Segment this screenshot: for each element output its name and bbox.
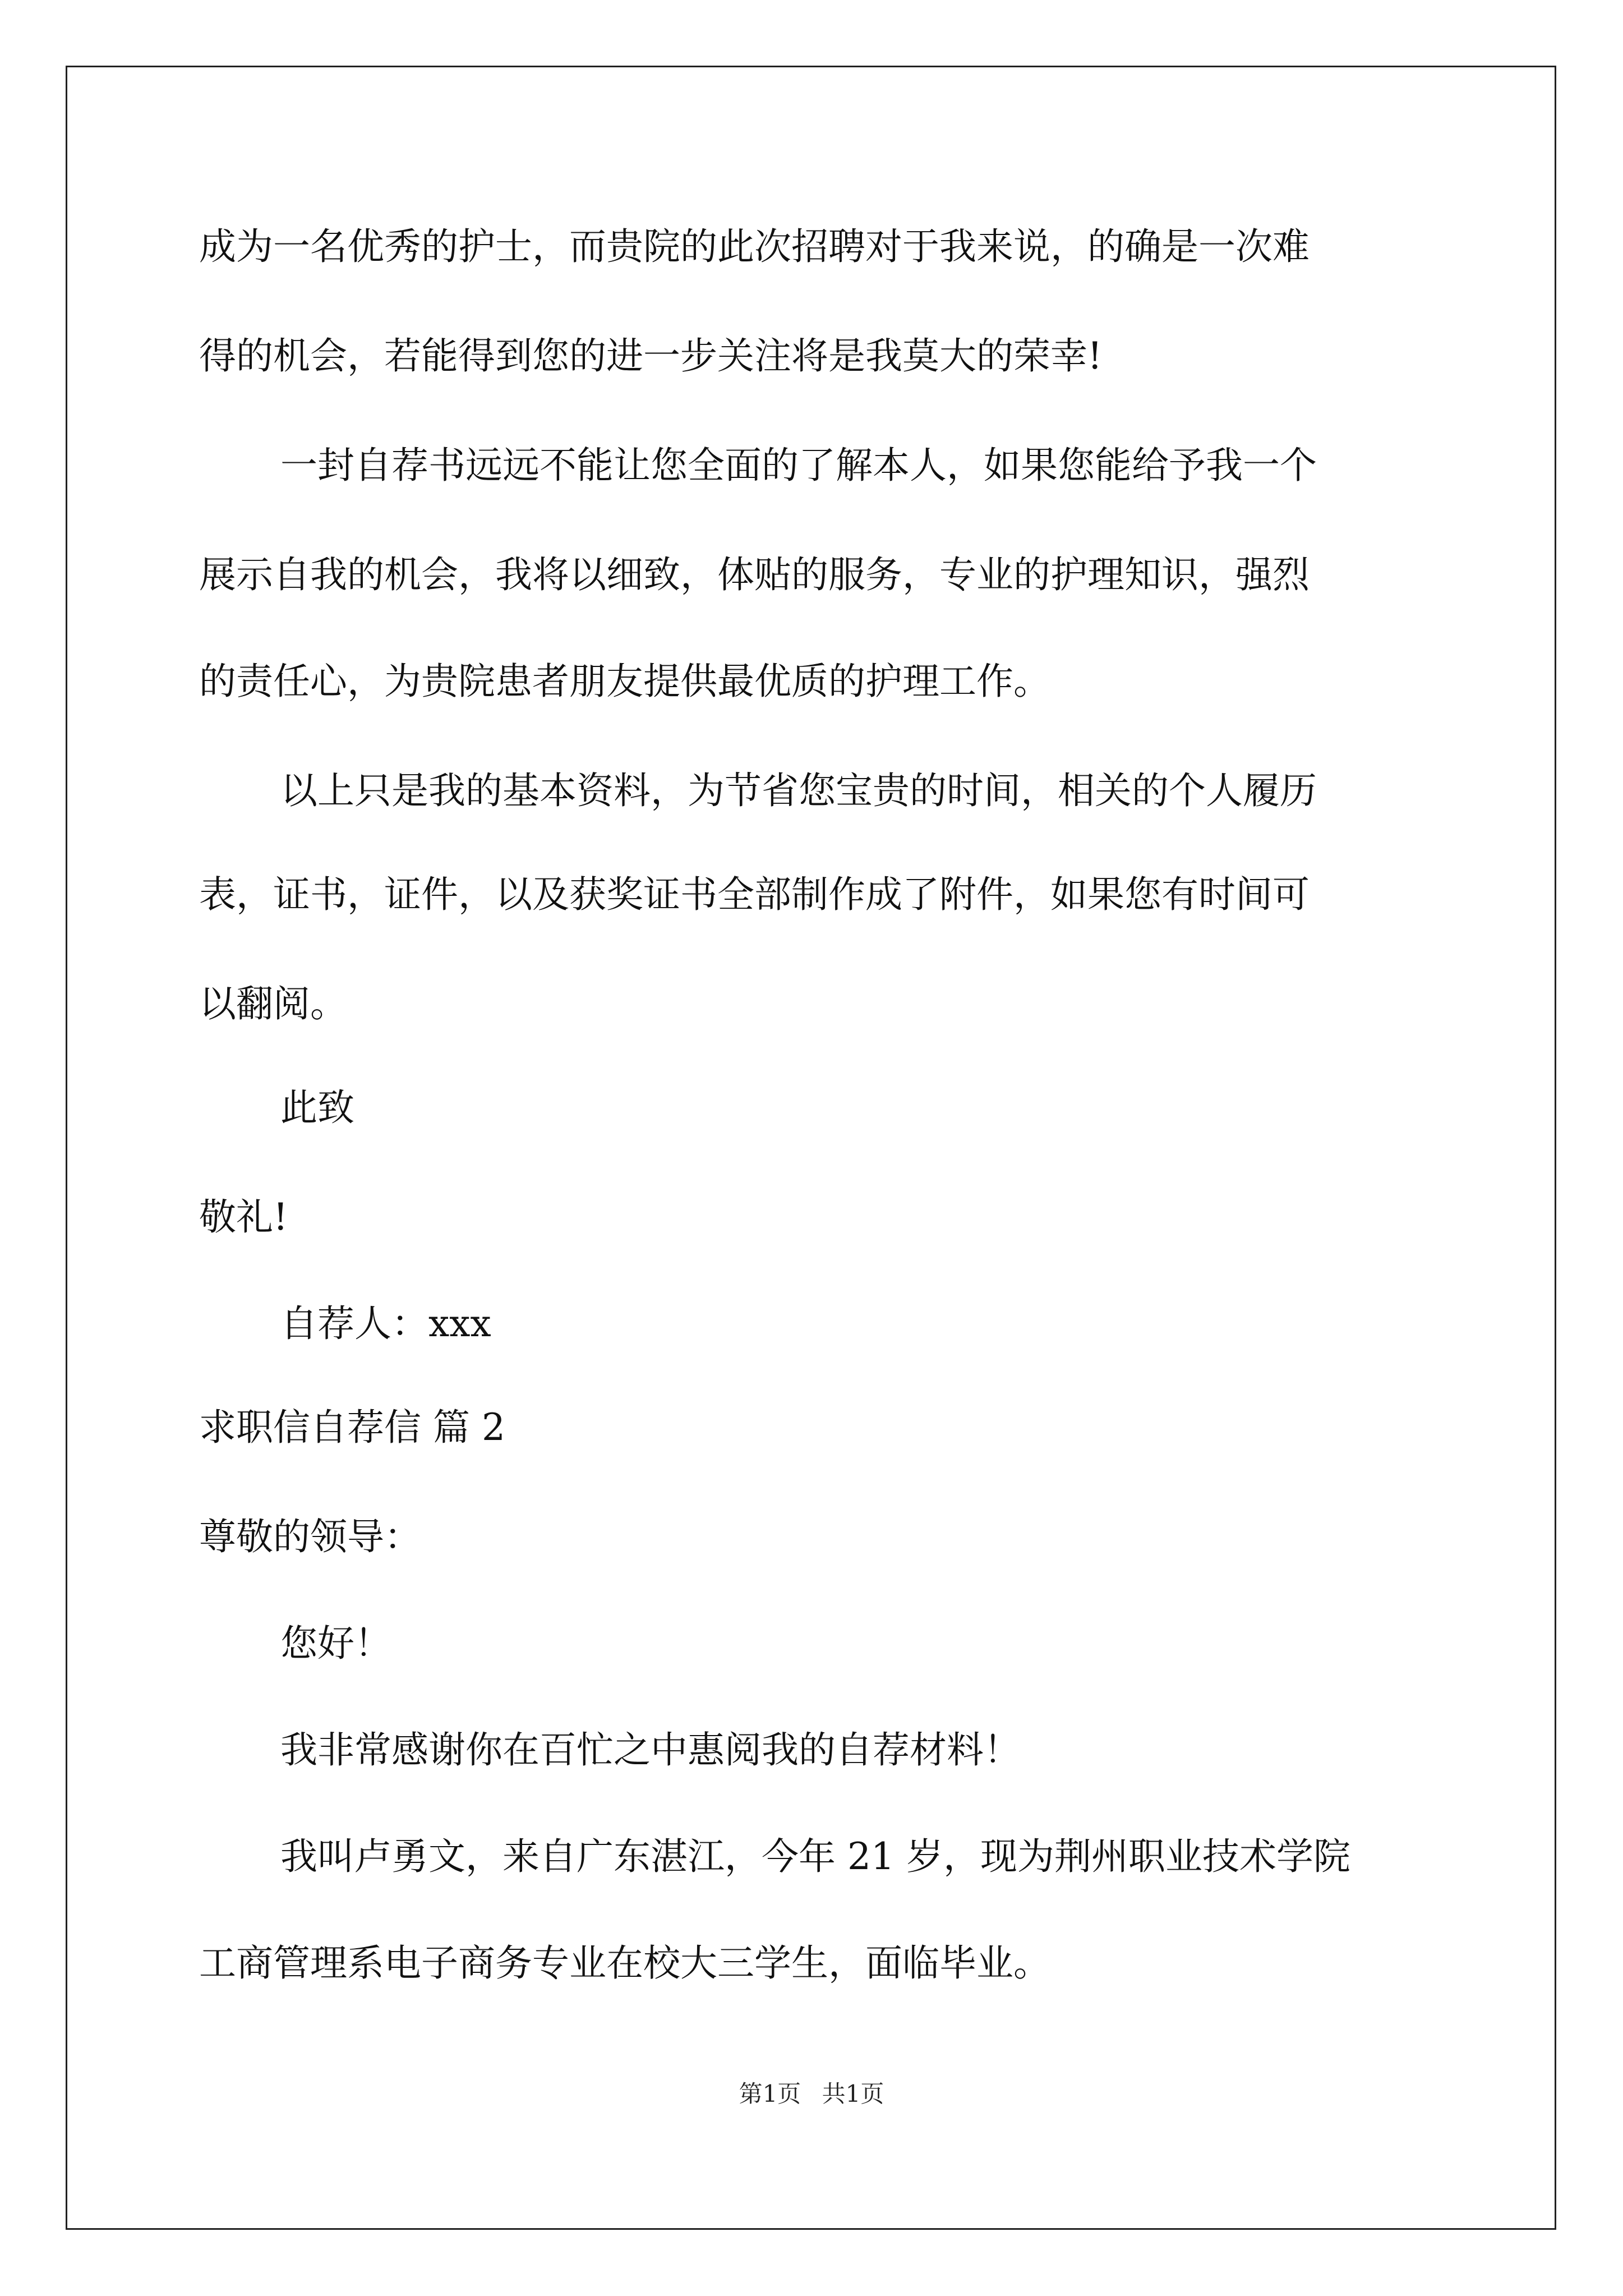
text-line: 表，证书，证件，以及获奖证书全部制作成了附件，如果您有时间可 [199, 873, 1310, 916]
text-line: 的责任心，为贵院患者朋友提供最优质的护理工作。 [199, 660, 1050, 703]
closing-regards: 敬礼! [199, 1195, 288, 1239]
paragraph-start-line: 以上只是我的基本资料，为节省您宝贵的时间，相关的个人履历 [280, 769, 1317, 812]
signature-line: 自荐人：xxx [280, 1302, 491, 1345]
section-heading: 求职信自荐信 篇 2 [199, 1406, 505, 1449]
page-footer [0, 2076, 1623, 2109]
greeting-line: 尊敬的领导： [199, 1515, 421, 1558]
paragraph-start-line: 一封自荐书远远不能让您全面的了解本人，如果您能给予我一个 [280, 444, 1317, 487]
paragraph-start-line: 您好！ [280, 1622, 391, 1665]
text-line: 展示自我的机会，我将以细致，体贴的服务，专业的护理知识，强烈 [199, 553, 1310, 596]
text-line: 得的机会，若能得到您的进一步关注将是我莫大的荣幸! [199, 334, 1103, 378]
paragraph-start-line: 我非常感谢你在百忙之中惠阅我的自荐材料！ [280, 1728, 1021, 1772]
text-line: 工商管理系电子商务专业在校大三学生，面临毕业。 [199, 1941, 1050, 1985]
text-line: 以翻阅。 [199, 982, 347, 1025]
page-border [66, 66, 1556, 2230]
paragraph-start-line: 我叫卢勇文，来自广东湛江，今年 21 岁，现为荆州职业技术学院 [280, 1835, 1350, 1878]
text-line: 成为一名优秀的护士，而贵院的此次招聘对于我来说，的确是一次难 [199, 225, 1310, 268]
page-total: 共1页 [822, 2080, 884, 2108]
page-number: 第1页 [739, 2080, 801, 2108]
closing-salutation: 此致 [280, 1086, 354, 1129]
